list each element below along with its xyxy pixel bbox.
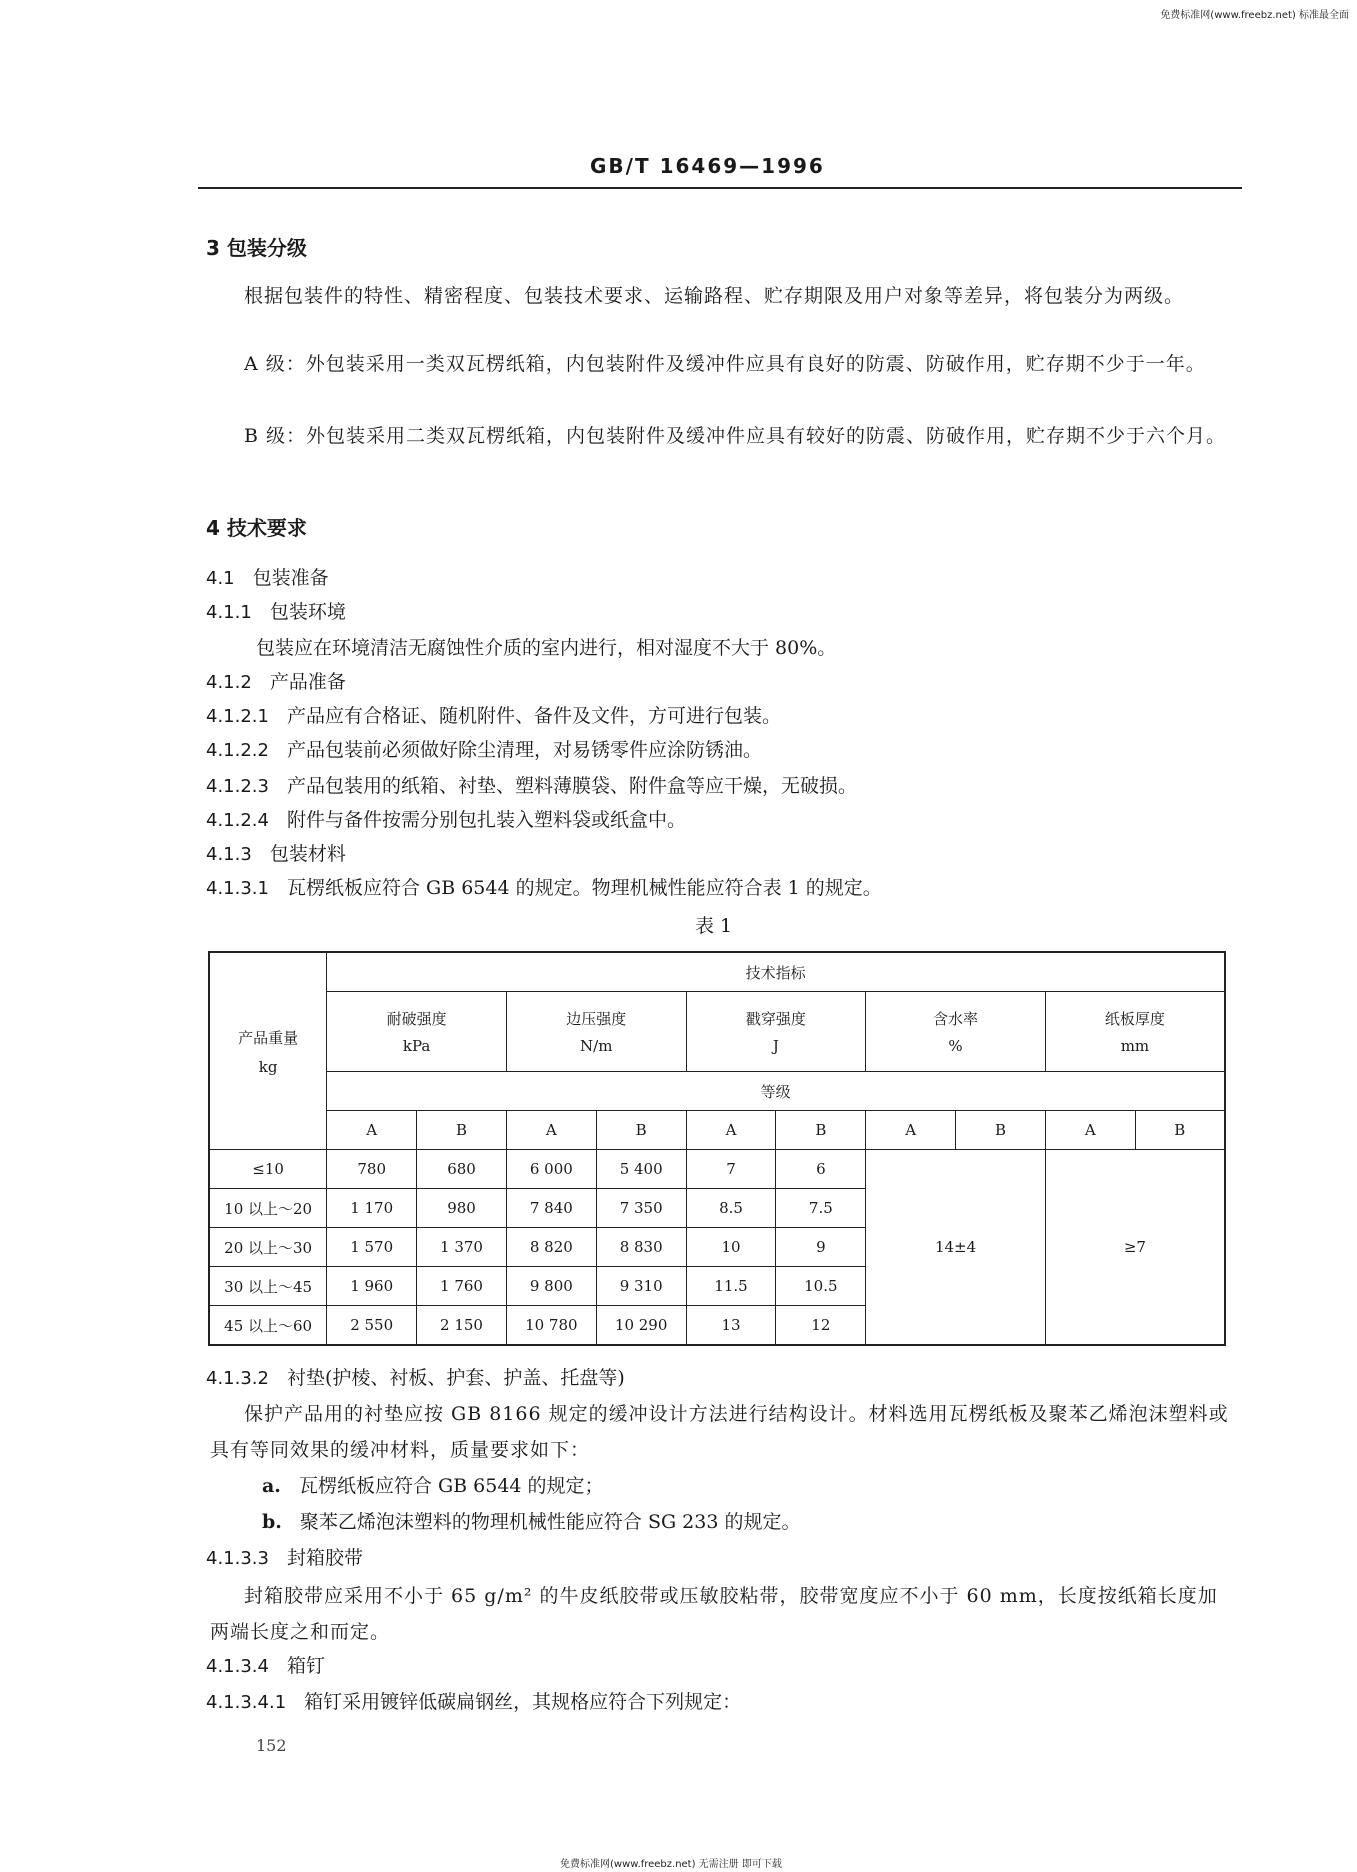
clause-4-1-2 <box>206 664 346 701</box>
clause-number: 4.1.2.2 <box>206 740 269 761</box>
clause-number: 4.1.2.3 <box>206 776 269 797</box>
prop-name: 戳穿强度 <box>745 1010 806 1028</box>
product-weight-label: 产品重量 <box>238 1028 299 1047</box>
header-burst-strength <box>327 992 507 1072</box>
list-item-a <box>262 1468 604 1504</box>
clause-text: 瓦楞纸板应符合 GB 6544 的规定。物理机械性能应符合表 1 的规定。 <box>286 877 882 899</box>
list-text: 聚苯乙烯泡沫塑料的物理机械性能应符合 SG 233 的规定。 <box>299 1511 801 1533</box>
clause-text: 产品应有合格证、随机附件、备件及文件，方可进行包装。 <box>286 705 781 727</box>
clause-4-1-3-3-para: 封箱胶带应采用不小于 65 g/m² 的牛皮纸胶带或压敏胶粘带，胶带宽度应不小于 60 mm，长度按纸箱长度加两端长度之和而定。 <box>210 1585 1218 1643</box>
clause-4-1-3-3 <box>206 1540 363 1577</box>
value-cell: 10 290 <box>596 1306 686 1346</box>
section-3-para-1: 根据包装件的特性、精密程度、包装技术要求、运输路程、贮存期限及用户对象等差异，将包装分为两级。 <box>244 285 1185 307</box>
value-cell: 12 <box>776 1306 866 1346</box>
clause-number: 4.1.3.1 <box>206 878 269 899</box>
page-number: 152 <box>256 1736 287 1755</box>
prop-name: 耐破强度 <box>386 1010 447 1028</box>
clause-4-1-3-1 <box>206 870 882 907</box>
weight-cell: 20 以上～30 <box>209 1228 327 1267</box>
grade-cell: A <box>1045 1111 1135 1150</box>
value-cell: 13 <box>686 1306 776 1346</box>
weight-cell: ≤10 <box>209 1150 327 1189</box>
value-cell: 10 <box>686 1228 776 1267</box>
clause-number: 4.1.3 <box>206 844 252 865</box>
prop-unit: mm <box>1120 1037 1150 1055</box>
clause-text: 产品包装前必须做好除尘清理，对易锈零件应涂防锈油。 <box>286 739 762 761</box>
prop-name: 纸板厚度 <box>1104 1010 1165 1028</box>
value-cell: 7.5 <box>776 1189 866 1228</box>
clause-4-1-2-4 <box>206 802 686 839</box>
clause-number: 4.1.2.4 <box>206 810 269 831</box>
clause-title: 箱钉 <box>286 1655 325 1677</box>
clause-text: 箱钉采用镀锌低碳扁钢丝，其规格应符合下列规定： <box>304 1691 742 1713</box>
clause-number: 4.1 <box>206 568 235 589</box>
grade-cell: B <box>956 1111 1046 1150</box>
value-cell: 7 350 <box>596 1189 686 1228</box>
header-grade: 等级 <box>327 1072 1225 1111</box>
prop-name: 边压强度 <box>566 1010 627 1028</box>
value-cell: 1 170 <box>327 1189 417 1228</box>
clause-title: 包装材料 <box>269 843 346 865</box>
clause-title: 衬垫(护棱、衬板、护套、护盖、托盘等) <box>286 1367 625 1389</box>
list-text: 瓦楞纸板应符合 GB 6544 的规定； <box>298 1475 604 1497</box>
grade-cell: A <box>686 1111 776 1150</box>
clause-4-1-1 <box>206 594 346 631</box>
clause-number: 4.1.2.1 <box>206 706 269 727</box>
value-cell: 780 <box>327 1150 417 1189</box>
value-cell: 9 800 <box>506 1267 596 1306</box>
watermark-top: 免费标准网(www.freebz.net) 标准最全面 <box>1160 10 1349 21</box>
clause-text: 附件与备件按需分别包扎装入塑料袋或纸盒中。 <box>286 809 686 831</box>
table-row <box>209 1150 1225 1189</box>
value-cell: 1 960 <box>327 1267 417 1306</box>
prop-unit: N/m <box>580 1037 613 1055</box>
weight-cell: 10 以上～20 <box>209 1189 327 1228</box>
grade-cell: A <box>866 1111 956 1150</box>
header-puncture <box>686 992 866 1072</box>
section-4-heading: 4 技术要求 <box>206 516 307 540</box>
value-cell: 6 <box>776 1150 866 1189</box>
grade-cell: B <box>417 1111 507 1150</box>
section-3-para-grade-a: A 级：外包装采用一类双瓦楞纸箱，内包装附件及缓冲件应具有良好的防震、防破作用，贮存期不少于一年。 <box>244 353 1206 375</box>
clause-text: 产品包装用的纸箱、衬垫、塑料薄膜袋、附件盒等应干燥，无破损。 <box>286 775 857 797</box>
header-thickness <box>1045 992 1225 1072</box>
value-cell: 10.5 <box>776 1267 866 1306</box>
value-cell: 9 310 <box>596 1267 686 1306</box>
clause-4-1-2-2 <box>206 732 762 769</box>
clause-title: 封箱胶带 <box>286 1547 363 1569</box>
moisture-merged-cell: 14±4 <box>866 1150 1046 1346</box>
value-cell: 10 780 <box>506 1306 596 1346</box>
section-3-heading: 3 包装分级 <box>206 236 307 260</box>
thickness-merged-cell: ≥7 <box>1045 1150 1225 1346</box>
value-cell: 980 <box>417 1189 507 1228</box>
section-3-para-grade-b: B 级：外包装采用二类双瓦楞纸箱，内包装附件及缓冲件应具有较好的防震、防破作用，贮存期不少于六个月。 <box>244 425 1227 447</box>
prop-unit: J <box>772 1037 779 1055</box>
header-tech-indicators: 技术指标 <box>327 952 1225 992</box>
value-cell: 680 <box>417 1150 507 1189</box>
value-cell: 1 760 <box>417 1267 507 1306</box>
value-cell: 1 570 <box>327 1228 417 1267</box>
clause-4-1-3-4-1 <box>206 1684 741 1721</box>
weight-cell: 45 以上～60 <box>209 1306 327 1346</box>
grade-cell: B <box>776 1111 866 1150</box>
clause-title: 包装环境 <box>269 601 346 623</box>
grade-cell: A <box>327 1111 417 1150</box>
list-label: a. <box>262 1475 281 1497</box>
prop-unit: % <box>948 1037 963 1055</box>
value-cell: 5 400 <box>596 1150 686 1189</box>
header-edge-crush <box>506 992 686 1072</box>
value-cell: 8 830 <box>596 1228 686 1267</box>
clause-4-1-2-1 <box>206 698 781 735</box>
grade-cell: A <box>506 1111 596 1150</box>
value-cell: 9 <box>776 1228 866 1267</box>
value-cell: 8.5 <box>686 1189 776 1228</box>
table-1 <box>208 951 1226 1346</box>
clause-number: 4.1.1 <box>206 602 252 623</box>
product-weight-unit: kg <box>258 1057 278 1076</box>
clause-4-1-3 <box>206 836 346 873</box>
standard-number: GB/T 16469—1996 <box>590 154 825 178</box>
value-cell: 7 <box>686 1150 776 1189</box>
value-cell: 6 000 <box>506 1150 596 1189</box>
value-cell: 2 550 <box>327 1306 417 1346</box>
clause-number: 4.1.3.3 <box>206 1548 269 1569</box>
list-item-b <box>262 1504 801 1540</box>
header-rule <box>198 187 1242 189</box>
grade-cell: B <box>1135 1111 1225 1150</box>
list-label: b. <box>262 1511 282 1533</box>
value-cell: 11.5 <box>686 1267 776 1306</box>
clause-4-1-3-4 <box>206 1648 325 1685</box>
table-caption: 表 1 <box>695 915 733 937</box>
clause-number: 4.1.3.4.1 <box>206 1692 287 1713</box>
clause-4-1-3-2-para: 保护产品用的衬垫应按 GB 8166 规定的缓冲设计方法进行结构设计。材料选用瓦楞纸板及聚苯乙烯泡沫塑料或具有等同效果的缓冲材料，质量要求如下： <box>210 1403 1229 1461</box>
value-cell: 8 820 <box>506 1228 596 1267</box>
value-cell: 1 370 <box>417 1228 507 1267</box>
value-cell: 7 840 <box>506 1189 596 1228</box>
clause-4-1-3-2 <box>206 1360 625 1397</box>
clause-4-1 <box>206 560 329 597</box>
clause-number: 4.1.3.4 <box>206 1656 269 1677</box>
clause-4-1-2-3 <box>206 768 857 805</box>
clause-4-1-1-text: 包装应在环境清洁无腐蚀性介质的室内进行，相对湿度不大于 80%。 <box>256 637 837 659</box>
header-product-weight <box>209 952 327 1150</box>
clause-number: 4.1.3.2 <box>206 1368 269 1389</box>
clause-title: 产品准备 <box>269 671 346 693</box>
prop-unit: kPa <box>402 1037 431 1055</box>
prop-name: 含水率 <box>933 1010 979 1028</box>
clause-title: 包装准备 <box>252 567 329 589</box>
header-moisture <box>866 992 1046 1072</box>
watermark-bottom: 免费标准网(www.freebz.net) 无需注册 即可下载 <box>560 1859 782 1870</box>
value-cell: 2 150 <box>417 1306 507 1346</box>
weight-cell: 30 以上～45 <box>209 1267 327 1306</box>
clause-number: 4.1.2 <box>206 672 252 693</box>
grade-cell: B <box>596 1111 686 1150</box>
